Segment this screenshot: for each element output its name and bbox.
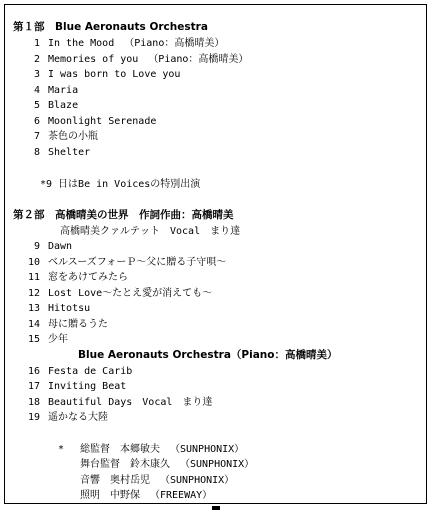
- orchestra-header: Blue Aeronauts Orchestra（Piano：高橋晴美）: [78, 349, 338, 361]
- part1-item: [28, 115, 156, 128]
- item-number: 15: [27, 334, 40, 345]
- part2-item: [22, 240, 72, 253]
- item-title: Lost Love～たとえ愛が消えても～: [48, 288, 213, 299]
- part2-item: [22, 396, 212, 409]
- item-title: 遥かなる大陸: [48, 412, 108, 423]
- item-title: Moonlight Serenade: [48, 116, 157, 127]
- item-title: Dawn: [48, 241, 73, 252]
- item-number: 16: [27, 366, 40, 377]
- item-note: （Piano：高橋晴美）: [148, 54, 249, 65]
- part2-item: [22, 271, 128, 284]
- credit-name: 鈴木康久: [130, 459, 170, 470]
- credit-org: （SUNPHONIX）: [170, 444, 245, 455]
- part2-item: [22, 380, 126, 393]
- part2-header: 第２部 高橋晴美の世界 作詞作曲：高橋晴美: [13, 209, 234, 221]
- part2-item: [22, 365, 132, 378]
- item-title: Maria: [48, 85, 79, 96]
- item-title: Shelter: [48, 147, 91, 158]
- credit-org: （SUNPHONIX）: [160, 475, 235, 486]
- part2-item: [22, 256, 226, 269]
- item-title: 茶色の小瓶: [48, 131, 98, 142]
- item-number: 2: [33, 54, 40, 65]
- credit-role: 総監督: [80, 444, 110, 455]
- item-number: 8: [33, 147, 40, 158]
- item-title: 母に贈るうた: [48, 319, 108, 330]
- item-number: 1: [33, 38, 40, 49]
- part1-item: [28, 37, 224, 50]
- item-title: 少年: [48, 334, 68, 345]
- item-number: 17: [27, 381, 40, 392]
- item-number: 10: [27, 257, 40, 268]
- item-number: 3: [33, 69, 40, 80]
- item-number: 11: [27, 272, 40, 283]
- part1-header: 第１部 Blue Aeronauts Orchestra: [13, 21, 208, 33]
- item-note: （Piano：高橋晴美）: [124, 38, 225, 49]
- item-title: Memories of you: [48, 54, 139, 65]
- credit-line: [80, 458, 254, 471]
- item-title: Festa de Carib: [48, 366, 133, 377]
- item-number: 4: [33, 85, 40, 96]
- part1-item: [28, 130, 98, 143]
- item-title: Beautiful Days Vocal まり達: [48, 397, 213, 408]
- item-title: ベルスーズフォーＰ～父に贈る子守唄～: [48, 257, 227, 268]
- credit-line: [80, 474, 234, 487]
- item-number: 12: [27, 288, 40, 299]
- item-title: I was born to Love you: [48, 69, 181, 80]
- credit-line: [80, 489, 212, 502]
- credit-line: [80, 443, 244, 456]
- item-number: 13: [27, 303, 40, 314]
- part1-item: [28, 53, 248, 66]
- part2-item: [22, 302, 90, 315]
- credit-org: （FREEWAY）: [150, 490, 213, 501]
- item-number: 18: [27, 397, 40, 408]
- part2-item: [22, 411, 108, 424]
- credit-name: 本郷敏夫: [120, 444, 160, 455]
- credit-org: （SUNPHONIX）: [180, 459, 255, 470]
- credit-role: 音響: [80, 475, 100, 486]
- part1-footnote: *9 日はBe in Voicesの特別出演: [40, 179, 201, 190]
- part1-item: [28, 68, 180, 81]
- credit-role: 舞台監督: [80, 459, 120, 470]
- item-title: 窓をあけてみたら: [48, 272, 128, 283]
- part2-item: [22, 287, 212, 300]
- item-number: 14: [27, 319, 40, 330]
- item-title: Blaze: [48, 100, 79, 111]
- item-number: 9: [33, 241, 40, 252]
- credit-name: 奥村岳児: [110, 475, 150, 486]
- credit-name: 中野保: [110, 490, 140, 501]
- item-number: 19: [27, 412, 40, 423]
- item-title: Hitotsu: [48, 303, 91, 314]
- item-title: Inviting Beat: [48, 381, 127, 392]
- item-title: In the Mood: [48, 38, 115, 49]
- part2-item: [22, 333, 68, 346]
- part2-subheader: 高橋晴美クァルテット Vocal まり達: [60, 226, 241, 237]
- part1-item: [28, 84, 78, 97]
- part1-item: [28, 146, 90, 159]
- part1-item: [28, 99, 78, 112]
- credits-marker: *: [58, 444, 65, 455]
- credit-role: 照明: [80, 490, 100, 501]
- part2-item: [22, 318, 108, 331]
- item-number: 5: [33, 100, 40, 111]
- page-edge-mark: [212, 506, 220, 510]
- item-number: 7: [33, 131, 40, 142]
- item-number: 6: [33, 116, 40, 127]
